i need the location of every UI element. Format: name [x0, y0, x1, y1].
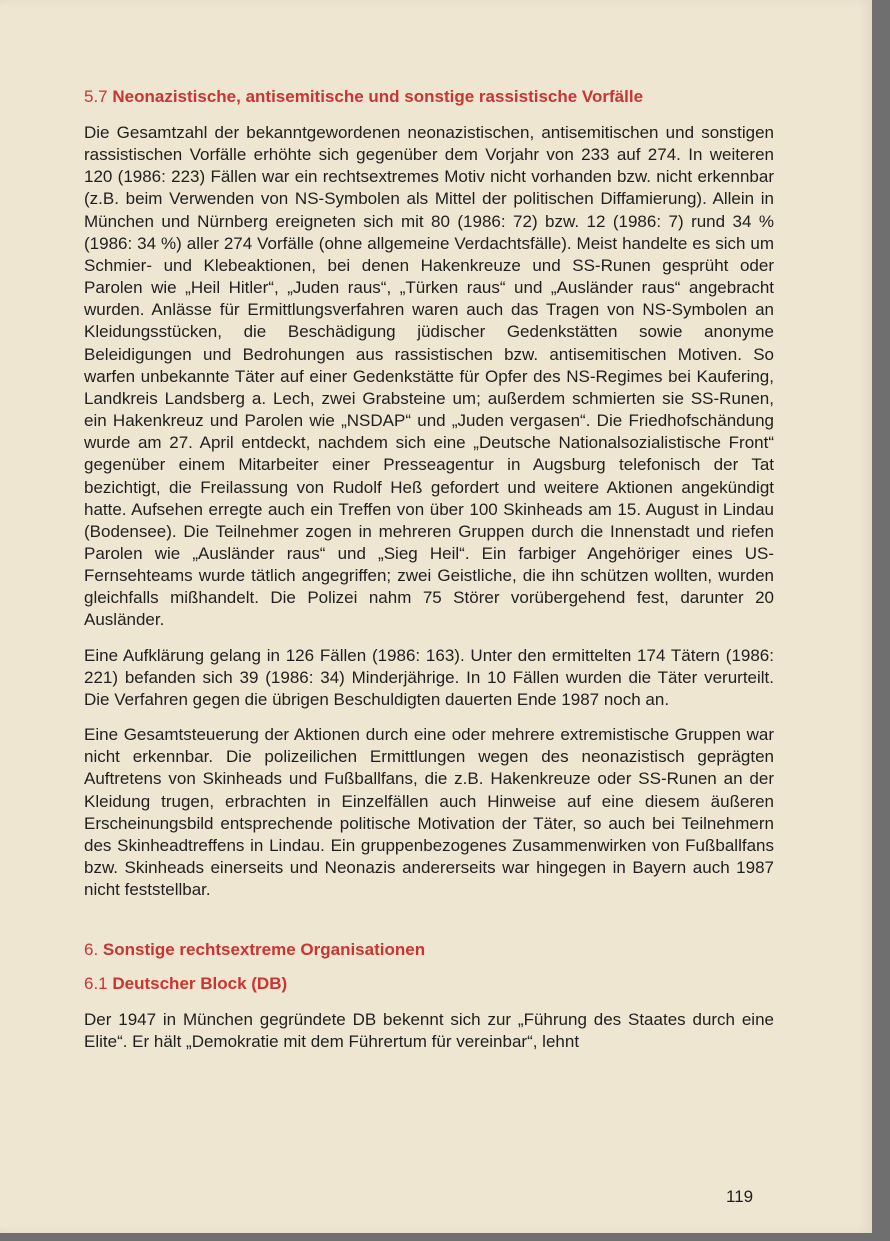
paragraph-clearance: Eine Aufklärung gelang in 126 Fällen (1986: 163). Unter den ermittelten 174 Tätern (1986: 221) befanden sich 39 (1986: 34) Minderjährige. In 10 Fällen wurden die Täter verurteilt. Die Verfahren gegen die übrigen Beschuldigten dauerten Ende 1987 noch an. [84, 645, 774, 709]
page-content [84, 86, 774, 1054]
section-title: Sonstige rechtsextreme Organisationen [102, 940, 426, 960]
section-number: 6. [84, 940, 99, 960]
section-number: 6.1 [84, 974, 108, 994]
section-title: Deutscher Block (DB) [112, 974, 288, 994]
section-heading-6-1 [84, 973, 774, 995]
section-heading-5-7 [84, 86, 774, 108]
paragraph-coordination: Eine Gesamtsteuerung der Aktionen durch eine oder mehrere extremistische Gruppen war nicht erkennbar. Die polizeilichen Ermittlungen wegen des neonazistisch geprägten Auftretens von Skinheads und Fußballfans, die z.B. Hakenkreuze oder SS-Runen an der Kleidung trugen, erbrachten in Einzelfällen auch Hinweise auf eine diesem äußeren Erscheinungsbild entsprechende politische Motivation der Täter, so auch bei Teilnehmern des Skinheadtreffens in Lindau. Ein gruppenbezogenes Zusammenwirken von Fußballfans bzw. Skinheads einerseits und Neonazis andererseits war hingegen in Bayern auch 1987 nicht feststellbar. [84, 725, 774, 900]
paragraph-incidents: Die Gesamtzahl der bekanntgewordenen neonazistischen, antisemitischen und sonstigen rassistischen Vorfälle erhöhte sich gegenüber dem Vorjahr von 233 auf 274. In weiteren 120 (1986: 223) Fällen war ein rechtsextremes Motiv nicht vorhanden bzw. nicht erkennbar (z.B. beim Verwenden von NS-Symbolen als Mittel der politischen Diffamierung). Allein in München und Nürnberg ereigneten sich mit 80 (1986: 72) bzw. 12 (1986: 7) rund 34 % (1986: 34 %) aller 274 Vorfälle (ohne allgemeine Verdachtsfälle). Meist handelte es sich um Schmier- und Klebeaktionen, bei denen Hakenkreuze und SS-Runen gesprüht oder Parolen wie „Heil Hitler“, „Juden raus“, „Türken raus“ und „Ausländer raus“ angebracht wurden. Anlässe für Ermittlungsverfahren waren auch das Tragen von NS-Symbolen an Kleidungsstücken, die Beschädigung jüdischer Gedenkstätten sowie anonyme Beleidigungen und Bedrohungen aus rassistischen bzw. antisemitischen Motiven. So warfen unbekannte Täter auf einer Gedenkstätte für Opfer des NS-Regimes bei Kaufering, Landkreis Landsberg a. Lech, zwei Grabsteine um; außerdem schmierten sie SS-Runen, ein Hakenkreuz und Parolen wie „NSDAP“ und „Juden vergasen“. Die Friedhofschändung wurde am 27. April entdeckt, nachdem sich eine „Deutsche Nationalsozialistische Front“ gegenüber einem Mitarbeiter einer Presseagentur in Augsburg telefonisch der Tat bezichtigt, die Freilassung von Rudolf Heß gefordert und weitere Aktionen angekündigt hatte. Aufsehen erregte auch ein Treffen von über 100 Skinheads am 15. August in Lindau (Bodensee). Die Teilnehmer zogen in mehreren Gruppen durch die Innenstadt und riefen Parolen wie „Ausländer raus“ und „Sieg Heil“. Ein farbiger Angehöriger eines US-Fernsehteams wurde tätlich angegriffen; zwei Geistliche, die ihn schützen wollten, wurden gleichfalls mißhandelt. Die Polizei nahm 75 Störer vorübergehend fest, darunter 20 Ausländer. [84, 123, 774, 630]
section-title: Neonazistische, antisemitische und sonstige rassistische Vorfälle [112, 87, 644, 106]
section-heading-6 [84, 939, 774, 961]
page-number: 119 [726, 1187, 754, 1206]
section-number: 5.7 [84, 87, 108, 106]
paragraph-deutscher-block: Der 1947 in München gegründete DB bekennt sich zur „Führung des Staates durch eine Elite“. Er hält „Demokratie mit dem Führertum für vereinbar“, lehnt [84, 1010, 774, 1052]
